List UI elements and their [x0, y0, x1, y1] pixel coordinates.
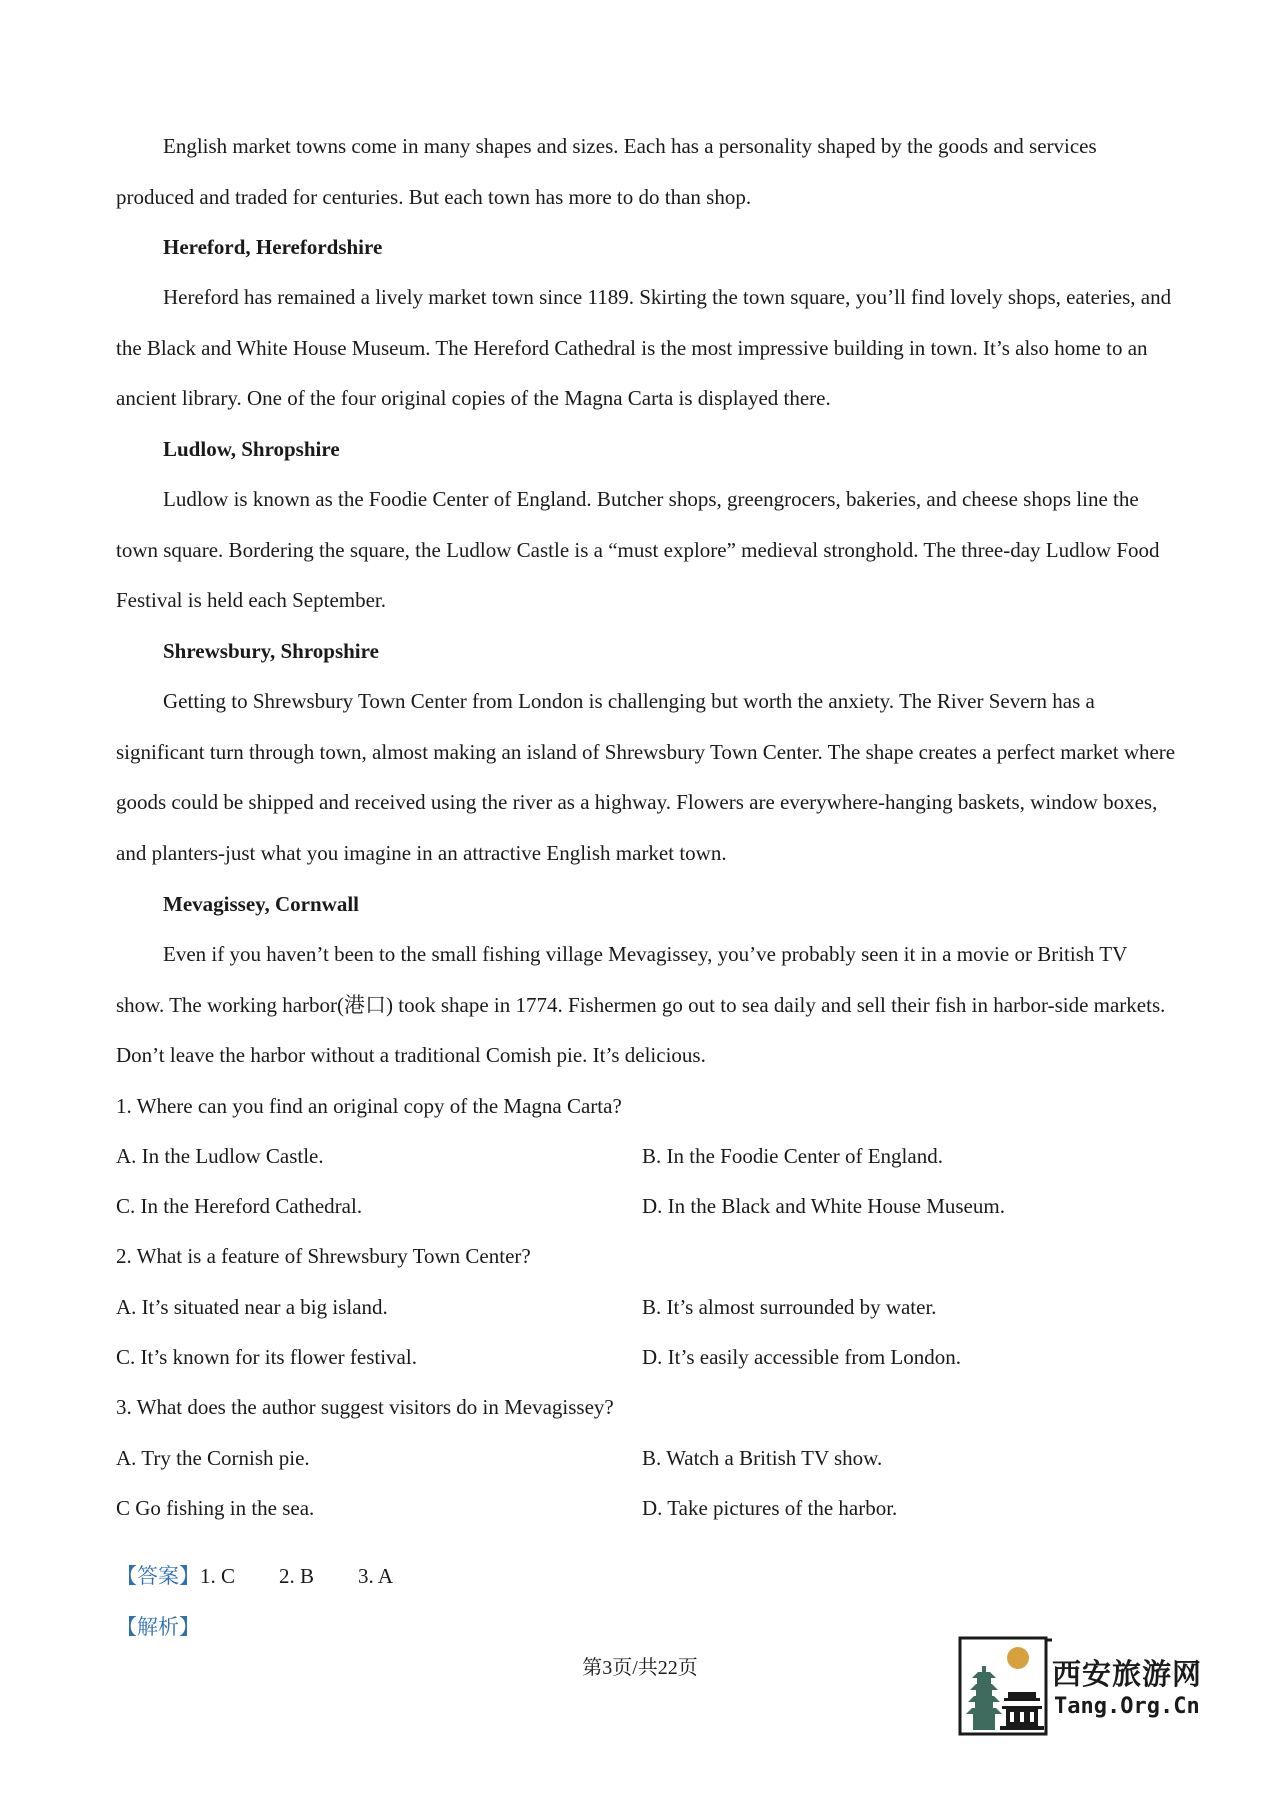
question-1-option-c: C. In the Hereford Cathedral.	[116, 1194, 363, 1218]
logo-text-english: Tang.Org.Cn	[1054, 1694, 1200, 1719]
answer-line	[116, 1561, 393, 1591]
logo-text-chinese: 西安旅游网	[1052, 1657, 1203, 1691]
section-body-hereford: Hereford has remained a lively market town since 1189. Skirting the town square, you’ll find lovely shops, eateries, and the Black and White House Museum. The Hereford Cathedral is the most impressive building in town. It’s also home to an ancient library. One of the four original copies of the Magna Carta is displayed there.	[116, 285, 1172, 410]
answer-item-2: 2. B	[279, 1564, 315, 1588]
question-2-option-d: D. It’s easily accessible from London.	[642, 1345, 961, 1369]
question-2-stem: 2. What is a feature of Shrewsbury Town Center?	[116, 1244, 531, 1268]
analysis-tag: 【解析】	[116, 1615, 200, 1639]
answer-item-3: 3. A	[358, 1564, 394, 1588]
section-heading-hereford: Hereford, Herefordshire	[163, 235, 383, 259]
section-body-mevagissey: Even if you haven’t been to the small fishing village Mevagissey, you’ve probably seen it in a movie or British TV show. The working harbor(港口) took shape in 1774. Fishermen go out to sea daily and sell their fish in harbor-side markets. Don’t leave the harbor without a traditional Comish pie. It’s delicious.	[116, 942, 1166, 1067]
question-3-option-d: D. Take pictures of the harbor.	[642, 1496, 898, 1520]
section-body-ludlow: Ludlow is known as the Foodie Center of England. Butcher shops, greengrocers, bakeries, and cheese shops line the town square. Bordering the square, the Ludlow Castle is a “must explore” medieval stronghold. The three-day Ludlow Food Festival is held each September.	[116, 487, 1160, 612]
question-1-stem: 1. Where can you find an original copy of the Magna Carta?	[116, 1094, 622, 1118]
question-3-stem: 3. What does the author suggest visitors do in Mevagissey?	[116, 1395, 614, 1419]
site-logo	[958, 1636, 1210, 1736]
question-1-option-a: A. In the Ludlow Castle.	[116, 1144, 324, 1168]
question-3-option-b: B. Watch a British TV show.	[642, 1446, 883, 1470]
page-number: 第3页/共22页	[582, 1657, 698, 1679]
question-1-option-d: D. In the Black and White House Museum.	[642, 1194, 1005, 1218]
question-2-option-b: B. It’s almost surrounded by water.	[642, 1295, 937, 1319]
section-heading-shrewsbury: Shrewsbury, Shropshire	[163, 639, 379, 663]
section-body-shrewsbury: Getting to Shrewsbury Town Center from London is challenging but worth the anxiety. The River Severn has a significant turn through town, almost making an island of Shrewsbury Town Center. The shape creates a perfect market where goods could be shipped and received using the river as a highway. Flowers are everywhere-hanging baskets, window boxes, and planters-just what you imagine in an attractive English market town.	[116, 689, 1176, 865]
analysis-line	[116, 1612, 200, 1642]
question-2-option-c: C. It’s known for its flower festival.	[116, 1345, 417, 1369]
answer-tag: 【答案】	[116, 1564, 200, 1588]
question-2-option-a: A. It’s situated near a big island.	[116, 1295, 388, 1319]
question-1-option-b: B. In the Foodie Center of England.	[642, 1144, 943, 1168]
section-heading-ludlow: Ludlow, Shropshire	[163, 437, 340, 461]
intro-paragraph: English market towns come in many shapes and sizes. Each has a personality shaped by the goods and services produced and traded for centuries. But each town has more to do than shop.	[116, 134, 1097, 209]
question-3-option-c: C Go fishing in the sea.	[116, 1496, 315, 1520]
section-heading-mevagissey: Mevagissey, Cornwall	[163, 892, 359, 916]
question-3-option-a: A. Try the Cornish pie.	[116, 1446, 310, 1470]
answer-item-1: 1. C	[200, 1564, 236, 1588]
